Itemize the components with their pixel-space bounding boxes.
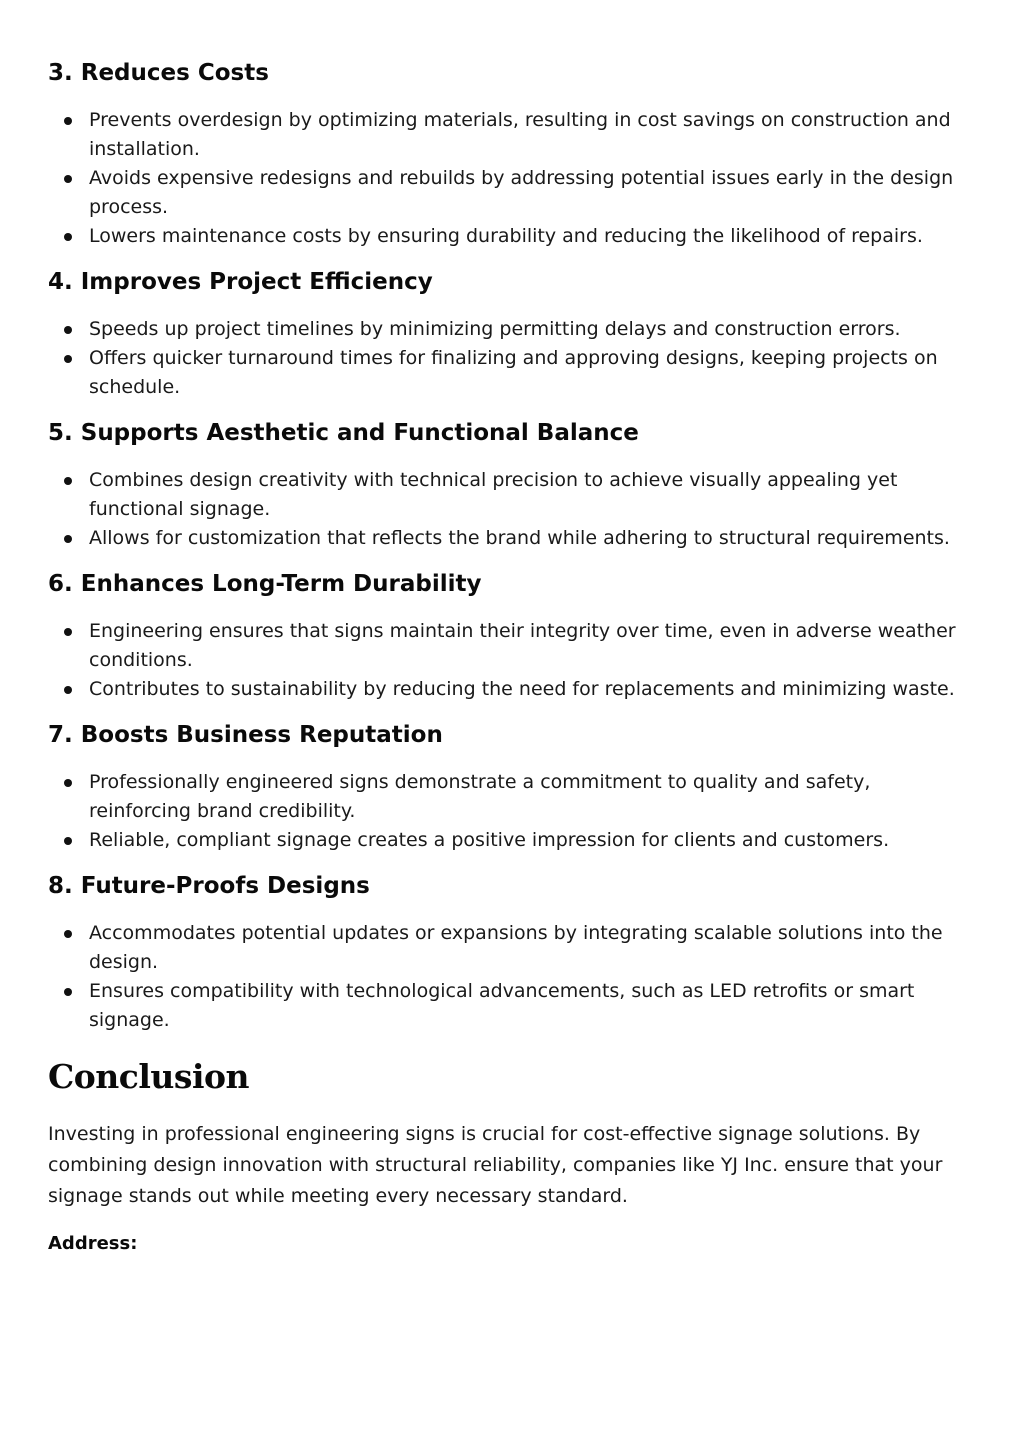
list-item-text: Ensures compatibility with technological advancements, such as LED retrofits or smart signage. — [89, 980, 915, 1031]
section-future-proofs-designs — [48, 871, 976, 1035]
conclusion-heading: Conclusion — [48, 1057, 250, 1096]
section-reduces-costs — [48, 58, 976, 251]
list-item-text: Engineering ensures that signs maintain their integrity over time, even in adverse weather conditions. — [89, 620, 956, 671]
bullet-icon — [64, 535, 72, 543]
bullet-list — [48, 315, 976, 402]
list-item — [48, 164, 976, 222]
list-item-text: Offers quicker turnaround times for finalizing and approving designs, keeping projects on schedule. — [89, 347, 938, 398]
list-item-text: Avoids expensive redesigns and rebuilds by addressing potential issues early in the design process. — [89, 167, 954, 218]
bullet-icon — [64, 326, 72, 334]
bullet-list — [48, 768, 976, 855]
bullet-icon — [64, 779, 72, 787]
bullet-list — [48, 466, 976, 553]
section-heading: 3. Reduces Costs — [48, 60, 269, 86]
list-item-text: Allows for customization that reflects the brand while adhering to structural requirements. — [89, 527, 950, 549]
section-business-reputation — [48, 720, 976, 855]
list-item-text: Lowers maintenance costs by ensuring durability and reducing the likelihood of repairs. — [89, 225, 923, 247]
list-item — [48, 466, 976, 524]
list-item — [48, 524, 976, 553]
list-item — [48, 768, 976, 826]
bullet-icon — [64, 988, 72, 996]
list-item — [48, 106, 976, 164]
section-long-term-durability — [48, 569, 976, 704]
list-item — [48, 344, 976, 402]
list-item — [48, 617, 976, 675]
section-aesthetic-functional-balance — [48, 418, 976, 553]
section-heading: 4. Improves Project Efficiency — [48, 269, 433, 295]
bullet-icon — [64, 355, 72, 363]
bullet-icon — [64, 628, 72, 636]
list-item — [48, 315, 976, 344]
bullet-icon — [64, 233, 72, 241]
list-item-text: Prevents overdesign by optimizing materials, resulting in cost savings on construction and installation. — [89, 109, 951, 160]
list-item — [48, 826, 976, 855]
bullet-icon — [64, 477, 72, 485]
list-item — [48, 675, 976, 704]
list-item-text: Combines design creativity with technical precision to achieve visually appealing yet functional signage. — [89, 469, 898, 520]
list-item — [48, 919, 976, 977]
list-item-text: Speeds up project timelines by minimizing permitting delays and construction errors. — [89, 318, 901, 340]
list-item-text: Accommodates potential updates or expansions by integrating scalable solutions into the design. — [89, 922, 943, 973]
section-heading: 6. Enhances Long-Term Durability — [48, 571, 482, 597]
section-heading: 5. Supports Aesthetic and Functional Balance — [48, 420, 639, 446]
conclusion-paragraph: Investing in professional engineering signs is crucial for cost-effective signage solutions. By combining design innovation with structural reliability, companies like YJ Inc. ensure that your signage stands out while meeting every necessary standard. — [48, 1123, 943, 1207]
bullet-icon — [64, 175, 72, 183]
list-item — [48, 222, 976, 251]
bullet-list — [48, 106, 976, 251]
list-item-text: Reliable, compliant signage creates a positive impression for clients and customers. — [89, 829, 890, 851]
bullet-icon — [64, 686, 72, 694]
bullet-list — [48, 919, 976, 1035]
list-item-text: Contributes to sustainability by reducing the need for replacements and minimizing waste. — [89, 678, 955, 700]
bullet-icon — [64, 117, 72, 125]
bullet-icon — [64, 930, 72, 938]
list-item-text: Professionally engineered signs demonstrate a commitment to quality and safety, reinforcing brand credibility. — [89, 771, 871, 822]
section-heading: 7. Boosts Business Reputation — [48, 722, 443, 748]
section-improves-project-efficiency — [48, 267, 976, 402]
bullet-list — [48, 617, 976, 704]
list-item — [48, 977, 976, 1035]
bullet-icon — [64, 837, 72, 845]
address-label: Address: — [48, 1233, 138, 1254]
section-heading: 8. Future-Proofs Designs — [48, 873, 370, 899]
